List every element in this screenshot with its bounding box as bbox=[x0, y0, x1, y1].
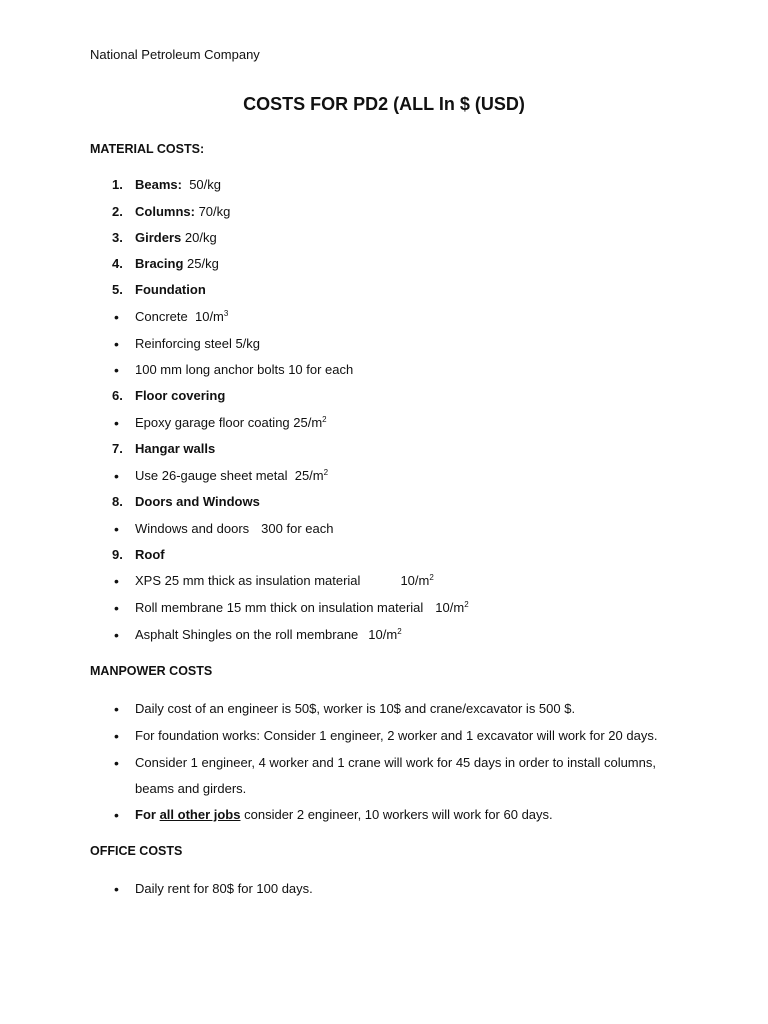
item-text: Concrete bbox=[135, 309, 188, 324]
list-item-continuation bbox=[0, 781, 768, 803]
superscript: 3 bbox=[223, 309, 229, 318]
item-value: 50/kg bbox=[189, 177, 222, 192]
material-item-foundation bbox=[0, 282, 768, 304]
material-item-girders bbox=[0, 230, 768, 252]
list-item bbox=[0, 309, 768, 331]
bullet-icon: • bbox=[114, 728, 119, 744]
bullet-icon: • bbox=[114, 807, 119, 823]
list-number: 2. bbox=[112, 204, 123, 219]
item-text: Daily rent for 80$ for 100 days. bbox=[135, 881, 313, 896]
bullet-icon: • bbox=[114, 468, 119, 484]
item-label: Girders bbox=[135, 230, 182, 245]
bullet-icon: • bbox=[114, 362, 119, 378]
bullet-icon: • bbox=[114, 521, 119, 537]
material-item-bracing bbox=[0, 256, 768, 278]
list-number: 3. bbox=[112, 230, 123, 245]
bullet-icon: • bbox=[114, 415, 119, 431]
item-value: 25/kg bbox=[187, 256, 219, 271]
list-item bbox=[0, 415, 768, 437]
document-title: COSTS FOR PD2 (ALL In $ (USD) bbox=[243, 94, 525, 114]
item-value: 20/kg bbox=[184, 230, 217, 245]
item-value: 10/m bbox=[400, 573, 430, 588]
item-text: Consider 1 engineer, 4 worker and 1 crane will work for 45 days in order to install columns, bbox=[135, 755, 656, 770]
bullet-icon: • bbox=[114, 309, 119, 325]
item-text: consider 2 engineer, 10 workers will work for 60 days. bbox=[244, 807, 553, 822]
bullet-icon: • bbox=[114, 701, 119, 717]
bullet-icon: • bbox=[114, 573, 119, 589]
material-costs-heading: MATERIAL COSTS: bbox=[90, 142, 205, 156]
item-underlined: all other jobs bbox=[159, 807, 241, 822]
item-label: Foundation bbox=[135, 282, 206, 297]
list-item bbox=[0, 600, 768, 622]
item-value: 10/m bbox=[368, 627, 398, 642]
list-item bbox=[0, 755, 768, 777]
list-item bbox=[0, 881, 768, 903]
item-text: Epoxy garage floor coating 25/m bbox=[135, 415, 323, 430]
list-item bbox=[0, 807, 768, 829]
item-text: Roll membrane 15 mm thick on insulation material bbox=[135, 600, 424, 615]
material-item-columns bbox=[0, 204, 768, 226]
bullet-icon: • bbox=[114, 881, 119, 897]
superscript: 2 bbox=[429, 573, 434, 582]
list-item bbox=[0, 521, 768, 543]
item-text: Reinforcing steel 5/kg bbox=[135, 336, 261, 351]
item-label: Doors and Windows bbox=[135, 494, 260, 509]
superscript: 2 bbox=[323, 468, 329, 477]
bullet-icon: • bbox=[114, 336, 119, 352]
material-item-doors-windows bbox=[0, 494, 768, 516]
list-item bbox=[0, 468, 768, 490]
item-label: Hangar walls bbox=[135, 441, 216, 456]
item-label: Columns: bbox=[135, 204, 195, 219]
list-number: 8. bbox=[112, 494, 123, 509]
manpower-costs-heading: MANPOWER COSTS bbox=[90, 664, 213, 678]
list-number: 1. bbox=[112, 177, 123, 192]
item-label: Roof bbox=[135, 547, 165, 562]
item-text: Windows and doors bbox=[135, 521, 250, 536]
list-item bbox=[0, 627, 768, 649]
company-header: National Petroleum Company bbox=[90, 47, 260, 62]
list-item bbox=[0, 336, 768, 358]
superscript: 2 bbox=[322, 415, 327, 424]
item-value: 300 for each bbox=[261, 521, 334, 536]
list-number: 6. bbox=[112, 388, 123, 403]
bullet-icon: • bbox=[114, 600, 119, 616]
item-text: XPS 25 mm thick as insulation material bbox=[135, 573, 361, 588]
item-value: 25/m bbox=[294, 468, 324, 483]
list-item bbox=[0, 362, 768, 384]
superscript: 2 bbox=[464, 600, 469, 609]
list-number: 5. bbox=[112, 282, 123, 297]
item-text: 100 mm long anchor bolts 10 for each bbox=[135, 362, 354, 377]
item-text-line2: beams and girders. bbox=[135, 781, 247, 796]
item-text: Asphalt Shingles on the roll membrane bbox=[135, 627, 359, 642]
material-item-roof bbox=[0, 547, 768, 569]
item-value: 10/m bbox=[435, 600, 465, 615]
item-label: Floor covering bbox=[135, 388, 226, 403]
item-text: For foundation works: Consider 1 engineer, 2 worker and 1 excavator will work for 20 days. bbox=[135, 728, 658, 743]
list-item bbox=[0, 728, 768, 750]
material-item-floor-covering bbox=[0, 388, 768, 410]
item-text: Use 26-gauge sheet metal bbox=[135, 468, 288, 483]
office-costs-heading: OFFICE COSTS bbox=[90, 844, 183, 858]
item-text: Daily cost of an engineer is 50$, worker is 10$ and crane/excavator is 500 $. bbox=[135, 701, 576, 716]
item-label: Beams: bbox=[135, 177, 182, 192]
list-item bbox=[0, 573, 768, 595]
superscript: 2 bbox=[397, 627, 402, 636]
bullet-icon: • bbox=[114, 755, 119, 771]
list-number: 4. bbox=[112, 256, 123, 271]
item-value: 70/kg bbox=[198, 204, 231, 219]
list-item bbox=[0, 701, 768, 723]
bullet-icon: • bbox=[114, 627, 119, 643]
item-label: Bracing bbox=[135, 256, 184, 271]
list-number: 7. bbox=[112, 441, 123, 456]
list-number: 9. bbox=[112, 547, 123, 562]
material-item-beams bbox=[0, 177, 768, 199]
item-bold-prefix: For bbox=[135, 807, 156, 822]
item-value: 10/m bbox=[194, 309, 224, 324]
material-item-hangar-walls bbox=[0, 441, 768, 463]
